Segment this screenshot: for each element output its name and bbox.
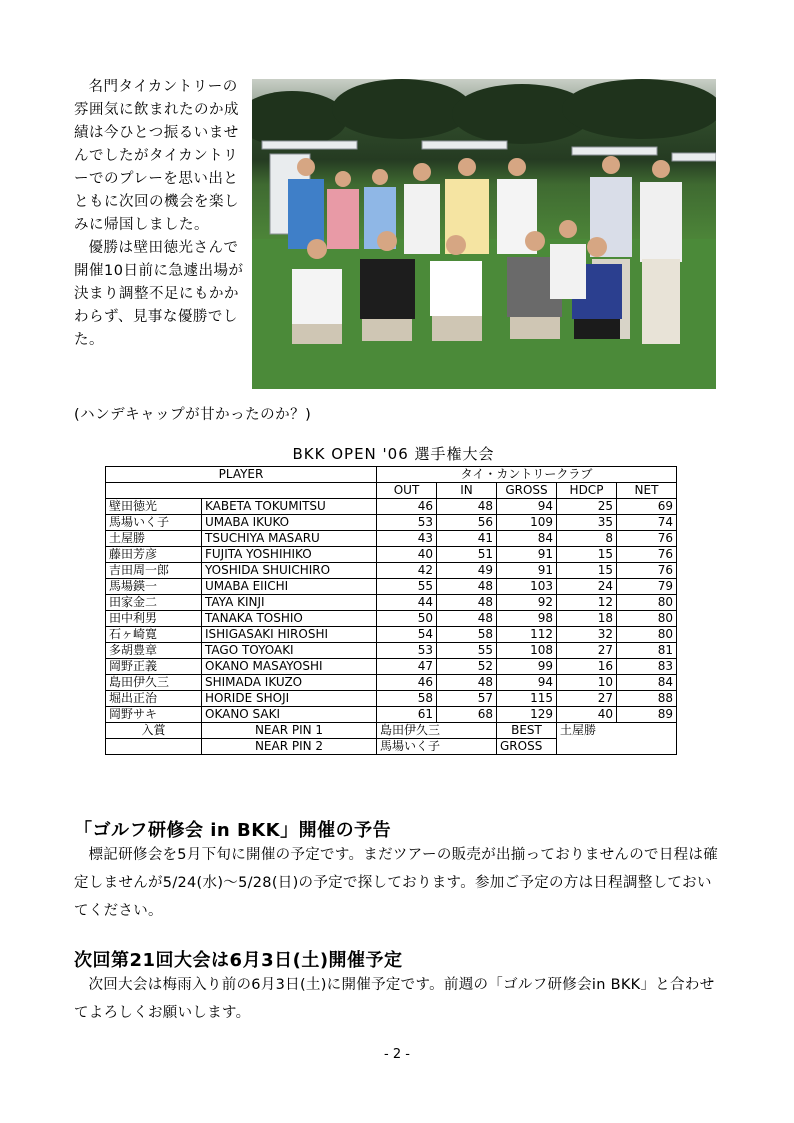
cell-gross: 91 <box>497 563 557 579</box>
cell-jp: 田家金二 <box>106 595 202 611</box>
table-row <box>106 611 677 627</box>
cell-net: 83 <box>617 659 677 675</box>
cell-jp: 土屋勝 <box>106 531 202 547</box>
table-row <box>106 659 677 675</box>
cell-hdcp: 40 <box>557 707 617 723</box>
column-header-hdcp: HDCP <box>557 483 617 499</box>
award-label: 入賞 <box>106 723 202 739</box>
cell-out: 58 <box>377 691 437 707</box>
cell-jp: 石ヶ崎寛 <box>106 627 202 643</box>
cell-out: 46 <box>377 499 437 515</box>
cell-hdcp: 15 <box>557 547 617 563</box>
cell-out: 44 <box>377 595 437 611</box>
cell-out: 50 <box>377 611 437 627</box>
player-header: PLAYER <box>106 467 377 483</box>
cell-in: 41 <box>437 531 497 547</box>
table-row <box>106 531 677 547</box>
best-gross-label-2: GROSS <box>497 739 557 755</box>
near-pin-1-winner: 島田伊久三 <box>377 723 497 739</box>
cell-en: HORIDE SHOJI <box>202 691 377 707</box>
cell-hdcp: 8 <box>557 531 617 547</box>
cell-jp: 吉田周一郎 <box>106 563 202 579</box>
cell-jp: 島田伊久三 <box>106 675 202 691</box>
cell-in: 51 <box>437 547 497 563</box>
group-photo-illustration <box>252 79 716 389</box>
cell-net: 76 <box>617 547 677 563</box>
table-row <box>106 707 677 723</box>
cell-en: FUJITA YOSHIHIKO <box>202 547 377 563</box>
cell-gross: 108 <box>497 643 557 659</box>
cell-hdcp: 27 <box>557 643 617 659</box>
cell-gross: 109 <box>497 515 557 531</box>
page-number: - 2 - <box>384 1047 410 1062</box>
cell-net: 74 <box>617 515 677 531</box>
cell-en: TAGO TOYOAKI <box>202 643 377 659</box>
intro-paragraph-2: 優勝は壁田徳光さんで開催10日前に急遽出場が決まり調整不足にもかかわらず、見事な優勝でした。 <box>74 240 244 348</box>
table-row <box>106 579 677 595</box>
table-row <box>106 595 677 611</box>
table-row <box>106 515 677 531</box>
section-2-heading: 次回第21回大会は6月3日(土)開催予定 <box>74 950 403 971</box>
cell-gross: 92 <box>497 595 557 611</box>
cell-out: 53 <box>377 643 437 659</box>
section-1-body <box>74 841 724 925</box>
column-header-net: NET <box>617 483 677 499</box>
cell-gross: 112 <box>497 627 557 643</box>
cell-hdcp: 25 <box>557 499 617 515</box>
cell-out: 43 <box>377 531 437 547</box>
cell-in: 48 <box>437 675 497 691</box>
cell-out: 42 <box>377 563 437 579</box>
cell-net: 80 <box>617 611 677 627</box>
cell-in: 48 <box>437 611 497 627</box>
table-row <box>106 547 677 563</box>
award-row-1 <box>106 723 677 739</box>
results-table <box>105 466 677 755</box>
cell-net: 76 <box>617 563 677 579</box>
cell-out: 46 <box>377 675 437 691</box>
near-pin-2-label: NEAR PIN 2 <box>202 739 377 755</box>
cell-hdcp: 35 <box>557 515 617 531</box>
table-row <box>106 499 677 515</box>
cell-out: 47 <box>377 659 437 675</box>
cell-hdcp: 18 <box>557 611 617 627</box>
cell-net: 89 <box>617 707 677 723</box>
intro-text <box>74 76 312 423</box>
cell-in: 48 <box>437 595 497 611</box>
cell-net: 76 <box>617 531 677 547</box>
cell-in: 48 <box>437 499 497 515</box>
cell-jp: 堀出正治 <box>106 691 202 707</box>
cell-hdcp: 24 <box>557 579 617 595</box>
cell-hdcp: 27 <box>557 691 617 707</box>
cell-en: OKANO SAKI <box>202 707 377 723</box>
cell-out: 54 <box>377 627 437 643</box>
table-header-row-1 <box>106 467 677 483</box>
column-header-gross: GROSS <box>497 483 557 499</box>
cell-net: 88 <box>617 691 677 707</box>
cell-out: 40 <box>377 547 437 563</box>
column-header-out: OUT <box>377 483 437 499</box>
cell-gross: 115 <box>497 691 557 707</box>
intro-paragraph-1: 名門タイカントリーの雰囲気に飲まれたのか成績は今ひとつ振るいませんでしたがタイカントリーでのプレーを思い出とともに次回の機会を楽しみに帰国しました。 <box>74 79 239 233</box>
cell-jp: 岡野正義 <box>106 659 202 675</box>
cell-in: 52 <box>437 659 497 675</box>
intro-note: (ハンデキャップが甘かったのか？) <box>74 407 312 423</box>
cell-net: 84 <box>617 675 677 691</box>
cell-jp: 壁田徳光 <box>106 499 202 515</box>
empty-header-cell <box>106 483 377 499</box>
cell-en: UMABA EIICHI <box>202 579 377 595</box>
column-header-in: IN <box>437 483 497 499</box>
cell-out: 61 <box>377 707 437 723</box>
cell-hdcp: 15 <box>557 563 617 579</box>
section-2-body <box>74 971 724 1027</box>
cell-jp: 藤田芳彦 <box>106 547 202 563</box>
table-title: BKK OPEN '06 選手権大会 <box>292 445 495 463</box>
group-photo <box>252 79 716 389</box>
award-label-empty <box>106 739 202 755</box>
cell-hdcp: 10 <box>557 675 617 691</box>
table-row <box>106 675 677 691</box>
cell-en: TAYA KINJI <box>202 595 377 611</box>
cell-gross: 129 <box>497 707 557 723</box>
cell-jp: 馬場いく子 <box>106 515 202 531</box>
best-gross-winner: 土屋勝 <box>557 723 677 755</box>
cell-net: 81 <box>617 643 677 659</box>
cell-en: UMABA IKUKO <box>202 515 377 531</box>
cell-net: 79 <box>617 579 677 595</box>
cell-gross: 98 <box>497 611 557 627</box>
cell-jp: 岡野サキ <box>106 707 202 723</box>
cell-hdcp: 16 <box>557 659 617 675</box>
cell-in: 57 <box>437 691 497 707</box>
cell-en: YOSHIDA SHUICHIRO <box>202 563 377 579</box>
cell-en: TANAKA TOSHIO <box>202 611 377 627</box>
cell-out: 53 <box>377 515 437 531</box>
best-gross-label-1: BEST <box>497 723 557 739</box>
cell-in: 56 <box>437 515 497 531</box>
cell-jp: 多胡豊章 <box>106 643 202 659</box>
cell-en: OKANO MASAYOSHI <box>202 659 377 675</box>
table-row <box>106 563 677 579</box>
club-header: タイ・カントリークラブ <box>377 467 677 483</box>
cell-in: 58 <box>437 627 497 643</box>
cell-jp: 馬場鍈一 <box>106 579 202 595</box>
cell-hdcp: 32 <box>557 627 617 643</box>
near-pin-2-winner: 馬場いく子 <box>377 739 497 755</box>
cell-jp: 田中利男 <box>106 611 202 627</box>
section-1-heading: 「ゴルフ研修会 in BKK」開催の予告 <box>74 820 392 841</box>
cell-en: TSUCHIYA MASARU <box>202 531 377 547</box>
cell-net: 80 <box>617 595 677 611</box>
cell-out: 55 <box>377 579 437 595</box>
cell-in: 68 <box>437 707 497 723</box>
cell-en: ISHIGASAKI HIROSHI <box>202 627 377 643</box>
table-header-row-2 <box>106 483 677 499</box>
cell-in: 48 <box>437 579 497 595</box>
table-row <box>106 691 677 707</box>
section-1-paragraph: 標記研修会を5月下旬に開催の予定です。まだツアーの販売が出揃っておりませんので日程は確定しませんが5/24(水)～5/28(日)の予定で探しております。参加ご予定の方は日程調整しておいてください。 <box>74 847 719 919</box>
cell-net: 80 <box>617 627 677 643</box>
cell-gross: 94 <box>497 499 557 515</box>
cell-gross: 91 <box>497 547 557 563</box>
cell-in: 49 <box>437 563 497 579</box>
table-row <box>106 643 677 659</box>
cell-en: SHIMADA IKUZO <box>202 675 377 691</box>
cell-gross: 94 <box>497 675 557 691</box>
cell-gross: 99 <box>497 659 557 675</box>
cell-gross: 103 <box>497 579 557 595</box>
table-row <box>106 627 677 643</box>
result-rows <box>106 499 677 723</box>
cell-hdcp: 12 <box>557 595 617 611</box>
cell-in: 55 <box>437 643 497 659</box>
near-pin-1-label: NEAR PIN 1 <box>202 723 377 739</box>
cell-en: KABETA TOKUMITSU <box>202 499 377 515</box>
section-2-paragraph: 次回大会は梅雨入り前の6月3日(土)に開催予定です。前週の「ゴルフ研修会in BKK」と合わせてよろしくお願いします。 <box>74 977 715 1021</box>
cell-gross: 84 <box>497 531 557 547</box>
cell-net: 69 <box>617 499 677 515</box>
